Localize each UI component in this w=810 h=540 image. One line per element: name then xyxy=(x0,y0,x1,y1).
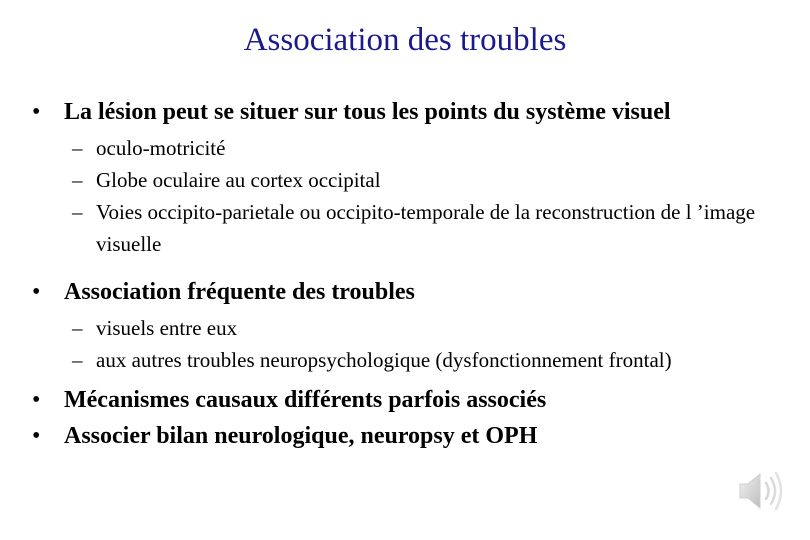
sub-item-text: visuels entre eux xyxy=(96,316,238,340)
bullet-text: Associer bilan neurologique, neuropsy et OPH xyxy=(64,423,538,449)
sub-item xyxy=(30,164,790,196)
sub-item-text: Voies occipito-parietale ou occipito-temporale de la reconstruction de l ’image visuelle xyxy=(96,200,756,256)
bullet-marker: • xyxy=(32,279,41,305)
dash-marker: – xyxy=(72,200,83,224)
bullet-marker: • xyxy=(32,387,41,413)
speaker-icon[interactable] xyxy=(736,466,786,516)
sub-list xyxy=(30,132,790,260)
sub-item xyxy=(30,312,790,344)
sub-list xyxy=(30,312,790,376)
sub-item xyxy=(30,132,790,164)
dash-marker: – xyxy=(72,348,83,372)
sub-item xyxy=(30,344,790,376)
bullet-list xyxy=(30,94,790,454)
bullet-marker: • xyxy=(32,423,41,449)
sub-item-text: aux autres troubles neuropsychologique (dysfonctionnement frontal) xyxy=(96,348,672,372)
dash-marker: – xyxy=(72,136,83,160)
bullet-marker: • xyxy=(32,99,41,125)
bullet-item xyxy=(30,274,790,310)
dash-marker: – xyxy=(72,168,83,192)
bullet-text: Association fréquente des troubles xyxy=(64,279,415,305)
bullet-item xyxy=(30,382,790,418)
bullet-item xyxy=(30,418,790,454)
sub-item-text: oculo-motricité xyxy=(96,136,226,160)
sub-item-text: Globe oculaire au cortex occipital xyxy=(96,168,381,192)
dash-marker: – xyxy=(72,316,83,340)
bullet-text: Mécanismes causaux différents parfois associés xyxy=(64,387,547,413)
bullet-item xyxy=(30,94,790,130)
slide-title: Association des troubles xyxy=(243,22,567,58)
sub-item xyxy=(30,196,790,260)
bullet-text: La lésion peut se situer sur tous les points du système visuel xyxy=(64,99,671,125)
